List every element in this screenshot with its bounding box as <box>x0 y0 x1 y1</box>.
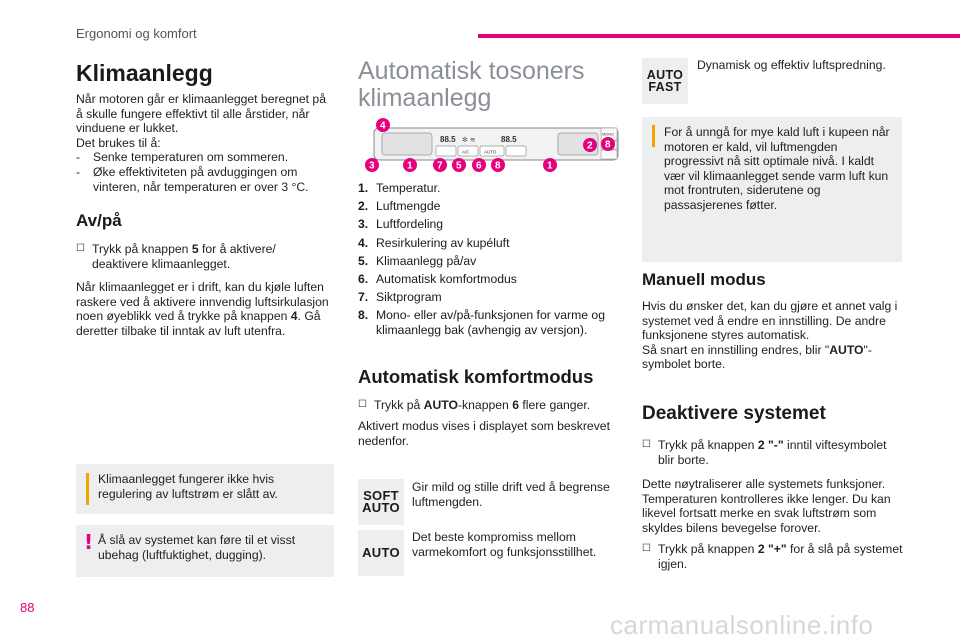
button-ref: 4 <box>290 309 298 324</box>
disable-description: Dette nøytraliserer alle systemets funksjoner. Temperaturen kontrolleres ikke lenger. Du kan likevel fortsatt merke en svak luftstrøm som skyldes bilens bevegelse forover. <box>642 477 891 535</box>
text: Trykk på knappen <box>658 542 758 556</box>
auto-ref: AUTO <box>829 342 864 357</box>
svg-text:1: 1 <box>407 160 413 172</box>
callout-8b <box>601 137 615 151</box>
manual-text-2 <box>642 343 904 372</box>
intro-text-2: Det brukes til å: <box>76 135 161 150</box>
arrow-icon: ☐ <box>76 243 85 254</box>
exclamation-icon: ! <box>84 530 94 554</box>
dash-item: - Senke temperaturen om sommeren. <box>76 150 289 165</box>
svg-text:6: 6 <box>476 160 482 172</box>
auto-instruction <box>358 398 620 413</box>
legend-item <box>358 272 620 287</box>
legend-number: 5. <box>358 253 369 268</box>
button-ref: 2 "-" <box>757 438 784 452</box>
legend-number: 8. <box>358 308 369 323</box>
auto-label: AUTO <box>362 500 400 515</box>
legend-item <box>358 217 620 232</box>
intro-text: Når motoren går er klimaanlegget beregnet på å skulle fungere effektivt til alle årstider, når vinduene er lukket. <box>76 92 326 136</box>
title-line: klimaanlegg <box>358 84 492 112</box>
info-note <box>642 117 902 262</box>
warning-note <box>76 525 334 577</box>
arrow-icon: ☐ <box>358 399 367 410</box>
legend-item <box>358 199 620 214</box>
page-title: Klimaanlegg <box>76 60 213 86</box>
text: Når klimaanlegget er i drift, kan du kjøle luften raskere ved å aktivere innvendig luftsirkulasjon noen øyeblikk ved å trykke på knappen <box>76 280 329 324</box>
info-note-text: Klimaanlegget fungerer ikke hvis regulering av luftstrøm er slått av. <box>98 472 278 501</box>
info-bar-icon <box>652 125 655 147</box>
text: inntil viftesymbolet blir borte. <box>658 438 887 467</box>
info-bar-icon <box>86 473 89 505</box>
text: flere ganger. <box>518 398 591 412</box>
legend-text: Mono- eller av/på-funksjonen for varme og klimaanlegg bak (avhengig av versjon). <box>376 308 605 337</box>
intro-paragraph <box>76 92 334 194</box>
onoff-heading: Av/på <box>76 211 122 230</box>
button-ref: 6 <box>512 398 519 412</box>
legend-text: Luftmengde <box>376 199 441 214</box>
windscreen-button <box>506 146 526 156</box>
manual-mode-paragraph <box>642 299 904 372</box>
legend-item <box>358 181 620 196</box>
climate-panel-diagram <box>358 114 620 176</box>
info-note-text: For å unngå for mye kald luft i kupeen når motoren er kald, vil luftmengden progressivt nå sitt optimale nivå. I kaldt vær vil klimaanlegget sende varm luft kun mot frontruten, siderutene og passasjerenes føtter. <box>664 125 890 212</box>
legend-item <box>358 308 620 337</box>
text: Så snart en innstilling endres, blir " <box>642 342 830 357</box>
svg-text:2: 2 <box>587 140 593 152</box>
legend-number: 3. <box>358 217 369 232</box>
text: "-symbolet borte. <box>642 342 872 372</box>
soft-label: SOFT <box>363 488 399 503</box>
callout-1 <box>403 158 417 172</box>
arrow-icon: ☐ <box>642 543 651 554</box>
dash-item-text: Senke temperaturen om sommeren. <box>93 150 289 165</box>
ac-label: A/C <box>462 149 470 155</box>
callout-8 <box>491 158 505 172</box>
legend-item <box>358 254 620 269</box>
mono-label: MONO <box>602 132 614 137</box>
text: for å aktivere/ deaktivere klimaanlegget. <box>92 242 276 271</box>
auto-label: AUTO <box>646 68 684 82</box>
watermark: carmanualsonline.info <box>610 610 874 640</box>
text: for å slå på systemet igjen. <box>658 542 903 571</box>
legend-text: Resirkulering av kupéluft <box>376 235 510 250</box>
auto-fast-icon <box>642 58 688 104</box>
auto-mode-icon <box>358 530 404 576</box>
soft-auto-icon <box>358 479 404 525</box>
legend-text: Siktprogram <box>376 290 442 305</box>
legend-text: Temperatur. <box>376 181 441 195</box>
warning-note-text: Å slå av systemet kan føre til et visst ubehag (luftfuktighet, dugging). <box>98 533 296 562</box>
svg-text:3: 3 <box>369 160 375 172</box>
svg-text:8: 8 <box>605 139 611 151</box>
callout-4 <box>376 118 390 132</box>
callout-5 <box>452 158 466 172</box>
legend-list <box>358 181 620 341</box>
left-knob <box>382 133 432 155</box>
callout-2 <box>583 138 597 152</box>
legend-item <box>358 290 620 305</box>
display-right: 88.5 <box>501 135 517 144</box>
legend-number: 6. <box>358 271 369 286</box>
callout-1b <box>543 158 557 172</box>
svg-text:8: 8 <box>495 160 501 172</box>
auto-mode-text: Det beste kompromiss mellom varmekomfort og funksjonsstillhet. <box>412 530 597 559</box>
text: -knappen <box>457 398 513 412</box>
page-number: 88 <box>20 600 35 615</box>
legend-text: Luftfordeling <box>376 217 444 232</box>
dual-zone-title <box>358 58 585 112</box>
info-note <box>76 464 334 514</box>
dash-item-text: Øke effektiviteten på avduggingen om vinteren, når temperaturen er over 3 °C. <box>93 164 309 194</box>
auto-ref: AUTO <box>423 398 458 412</box>
callout-6 <box>472 158 486 172</box>
manual-mode-heading: Manuell modus <box>642 270 766 289</box>
section-header: Ergonomi og komfort <box>76 26 197 41</box>
text: . Gå deretter tilbake til inntak av luft utenfra. <box>76 309 321 338</box>
legend-number: 7. <box>358 290 369 305</box>
text: Trykk på knappen <box>92 242 192 256</box>
fan-icon: ✼ ≋ <box>462 137 476 144</box>
recirc-button <box>436 146 456 156</box>
dash-item: - Øke effektiviteten på avduggingen om vinteren, når temperaturen er over 3 °C. <box>76 165 334 194</box>
svg-text:1: 1 <box>547 160 553 172</box>
svg-text:4: 4 <box>380 120 386 132</box>
auto-label: AUTO <box>362 545 400 560</box>
button-ref: 5 <box>191 242 199 256</box>
recirc-paragraph <box>76 280 336 338</box>
text: Trykk på <box>374 398 424 412</box>
auto-fast-description: Dynamisk og effektiv luftspredning. <box>697 58 886 72</box>
button-ref: 2 "+" <box>757 542 787 556</box>
auto-label: AUTO <box>484 149 497 155</box>
legend-text: Automatisk komfortmodus <box>376 271 517 286</box>
title-line: Automatisk tosoners <box>358 57 585 85</box>
rear-button <box>601 150 617 159</box>
legend-number: 4. <box>358 235 369 250</box>
svg-text:7: 7 <box>437 160 443 172</box>
legend-number: 1. <box>358 181 369 195</box>
display-left: 88.5 <box>440 135 456 144</box>
header-accent-bar <box>478 34 960 38</box>
callout-3 <box>365 158 379 172</box>
onoff-instruction <box>76 242 334 271</box>
callout-7 <box>433 158 447 172</box>
legend-item <box>358 236 620 251</box>
auto-comfort-heading: Automatisk komfortmodus <box>358 366 594 387</box>
text: Trykk på knappen <box>658 438 758 452</box>
legend-text: Klimaanlegg på/av <box>376 253 477 268</box>
legend-number: 2. <box>358 199 369 214</box>
fast-label: FAST <box>648 80 682 94</box>
arrow-icon: ☐ <box>642 439 651 450</box>
manual-text: Hvis du ønsker det, kan du gjøre et annet valg i systemet ved å endre en innstilling. De andre funksjonene styres automatisk. <box>642 299 898 343</box>
disable-system-heading: Deaktivere systemet <box>642 403 826 424</box>
enable-instruction <box>642 542 904 571</box>
svg-text:5: 5 <box>456 160 462 172</box>
auto-mode-description: Aktivert modus vises i displayet som beskrevet nedenfor. <box>358 419 610 448</box>
disable-instruction <box>642 438 904 467</box>
soft-auto-description: Gir mild og stille drift ved å begrense luftmengden. <box>412 480 610 509</box>
